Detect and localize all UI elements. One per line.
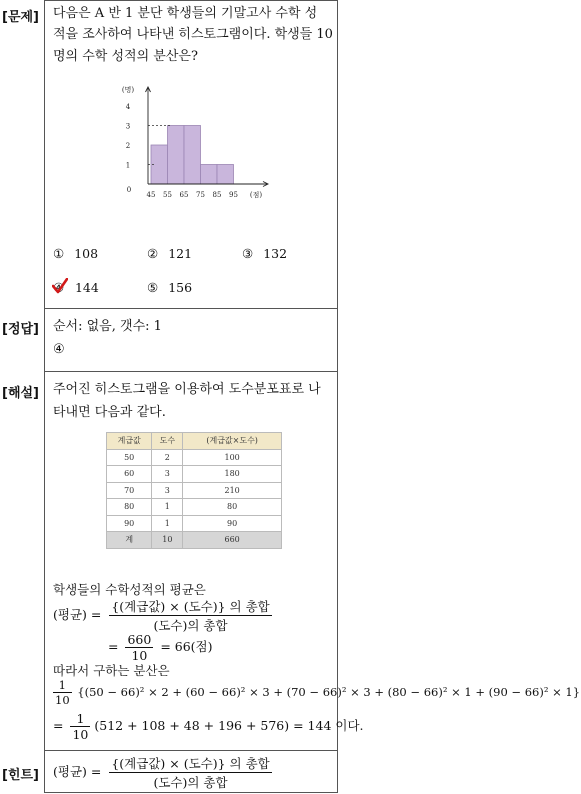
table-header-cell: 도수	[152, 433, 183, 450]
table-cell: 100	[183, 449, 282, 466]
explanation-label: [해설]	[2, 386, 39, 401]
fraction-denominator: 10	[55, 693, 70, 707]
table-row	[107, 466, 282, 483]
mean-formula	[53, 597, 272, 634]
table-header-row	[107, 433, 282, 450]
choice-2[interactable]	[147, 246, 192, 261]
variance-coefficient	[53, 678, 72, 707]
divider	[44, 750, 338, 751]
question-line-3: 명의 수학 성적의 분산은?	[53, 49, 198, 64]
mean-fraction	[109, 597, 271, 634]
equals-sign: =	[53, 718, 64, 733]
fraction-denominator: 10	[131, 648, 148, 663]
mean-result: = 66(점)	[160, 639, 213, 654]
table-cell: 180	[183, 466, 282, 483]
fraction-denominator: (도수)의 총합	[153, 618, 228, 633]
x-tick-label: 45	[146, 191, 156, 199]
table-cell: 70	[107, 482, 152, 499]
x-tick-label: 65	[179, 191, 189, 199]
y-tick-label: 2	[125, 142, 131, 150]
table-cell: 60	[107, 466, 152, 483]
choice-5[interactable]	[147, 280, 192, 295]
choice-number: ①	[53, 246, 65, 261]
histogram-bar	[184, 126, 201, 185]
answer-label: [정답]	[2, 322, 39, 337]
table-cell: 80	[183, 499, 282, 516]
hint-formula	[53, 754, 272, 791]
divider	[44, 308, 338, 309]
fraction-denominator: (도수)의 총합	[153, 775, 228, 790]
mean-lhs: (평균) =	[53, 607, 102, 622]
table-cell: 80	[107, 499, 152, 516]
choice-text: 108	[74, 246, 99, 261]
hint-fraction	[109, 754, 271, 791]
choice-text: 121	[168, 246, 193, 261]
table-cell: 210	[183, 482, 282, 499]
variance-result	[53, 711, 364, 742]
table-cell: 1	[152, 515, 183, 532]
choice-4[interactable]	[53, 280, 99, 295]
x-axis-label: (점)	[249, 191, 263, 199]
choice-text: 156	[168, 280, 193, 295]
y-tick-label: 3	[125, 122, 131, 131]
table-cell: 3	[152, 466, 183, 483]
variance-intro: 따라서 구하는 분산은	[53, 663, 170, 678]
table-header-cell: (계급값×도수)	[183, 433, 282, 450]
x-tick-label: 95	[229, 191, 238, 199]
y-axis-label: (명)	[121, 86, 135, 94]
y-tick-label: 4	[125, 103, 131, 111]
answer-line-2: ④	[53, 342, 65, 357]
table-cell: 2	[152, 449, 183, 466]
table-cell: 90	[107, 515, 152, 532]
variance-sum: (512 + 108 + 48 + 196 + 576) = 144 이다.	[94, 718, 364, 733]
histogram-bar	[201, 165, 218, 185]
explanation-line-1: 주어진 히스토그램을 이용하여 도수분포표로 나	[53, 382, 321, 397]
table-cell: 3	[152, 482, 183, 499]
histogram-chart	[110, 80, 280, 205]
table-header-cell: 계급값	[107, 433, 152, 450]
mean-value-fraction	[125, 632, 153, 663]
choice-text: 144	[74, 280, 99, 295]
x-tick-label: 85	[212, 191, 222, 199]
table-cell: 계	[107, 532, 152, 549]
choice-3[interactable]	[242, 246, 287, 261]
table-row	[107, 482, 282, 499]
table-cell: 10	[152, 532, 183, 549]
choice-number: ③	[242, 246, 254, 261]
checkmark-icon: ④	[53, 280, 67, 295]
divider	[44, 371, 338, 372]
choice-number: ②	[147, 246, 159, 261]
table-row	[107, 515, 282, 532]
equals-sign: =	[108, 639, 119, 654]
frequency-table	[106, 432, 282, 549]
hint-label: [힌트]	[2, 768, 39, 783]
choice-1[interactable]	[53, 246, 98, 261]
x-tick-label: 75	[196, 191, 205, 199]
histogram-bar	[168, 126, 185, 185]
problem-label: [문제]	[2, 10, 39, 25]
mean-value	[108, 632, 213, 663]
variance-coefficient	[70, 711, 90, 742]
question-line-1: 다음은 A 반 1 분단 학생들의 기말고사 수학 성	[53, 6, 318, 21]
table-footer-row	[107, 532, 282, 549]
x-tick-label: 55	[163, 191, 172, 199]
answer-line-1: 순서: 없음, 갯수: 1	[53, 319, 162, 334]
y-tick-label: 0	[126, 186, 132, 194]
fraction-numerator: 1	[70, 711, 90, 727]
mean-intro: 학생들의 수학성적의 평균은	[53, 582, 206, 597]
fraction-denominator: 10	[72, 727, 89, 742]
explanation-line-2: 타내면 다음과 같다.	[53, 405, 166, 420]
hint-lhs: (평균) =	[53, 764, 102, 779]
fraction-numerator: {(계급값) × (도수)} 의 총합	[111, 756, 270, 771]
variance-expression: {(50 − 66)² × 2 + (60 − 66)² × 3 + (70 − 66)² × 3 + (80 − 66)² × 1 + (90 − 66)² × 1}	[77, 684, 581, 699]
question-line-2: 적을 조사하여 나타낸 히스토그램이다. 학생들 10	[53, 27, 333, 42]
choice-number: ⑤	[147, 280, 159, 295]
histogram-bar	[217, 165, 234, 185]
y-tick-label: 1	[125, 161, 131, 170]
table-row	[107, 499, 282, 516]
choice-text: 132	[263, 246, 288, 261]
fraction-numerator: {(계급값) × (도수)} 의 총합	[111, 599, 270, 614]
fraction-numerator: 1	[53, 678, 72, 693]
fraction-numerator: 660	[127, 632, 152, 647]
table-cell: 50	[107, 449, 152, 466]
table-cell: 660	[183, 532, 282, 549]
table-cell: 1	[152, 499, 183, 516]
table-cell: 90	[183, 515, 282, 532]
variance-formula	[53, 678, 580, 707]
table-row	[107, 449, 282, 466]
